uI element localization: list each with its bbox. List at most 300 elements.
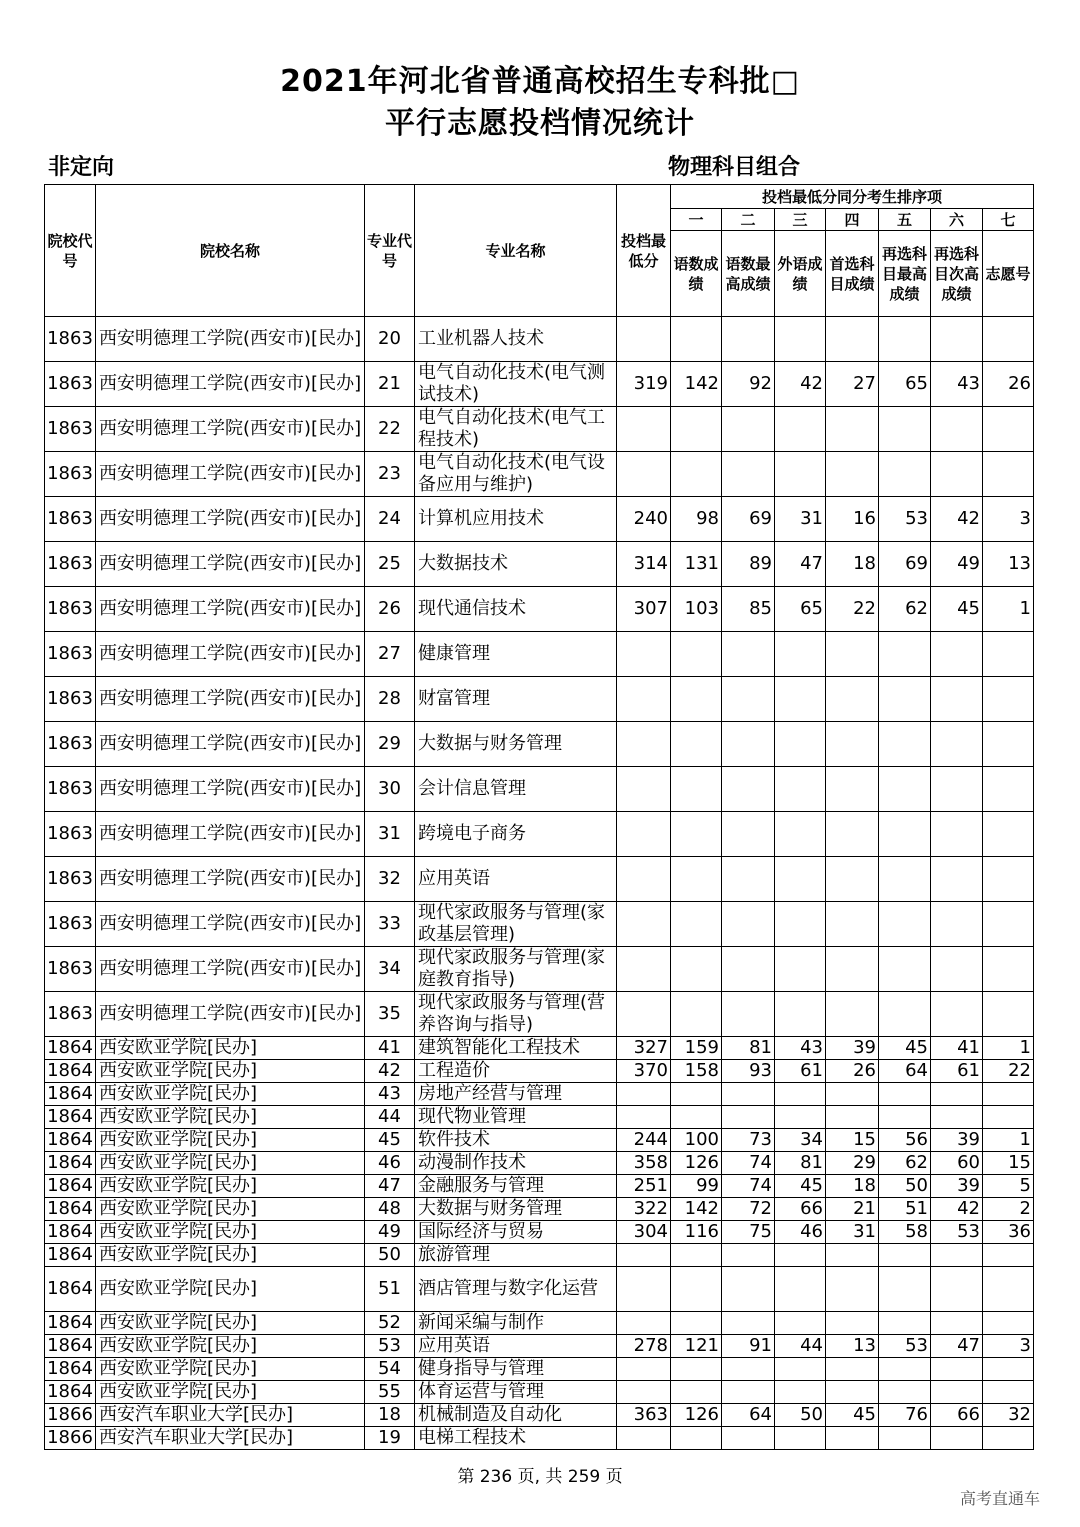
tie-value-cell: 43: [931, 362, 983, 407]
tie-value-cell: [931, 722, 983, 767]
school-code-cell: 1863: [45, 317, 96, 362]
table-row: [45, 1198, 1034, 1221]
tie-value-cell: [826, 407, 879, 452]
tie-value-cell: [722, 947, 775, 992]
school-name-cell: 西安欧亚学院[民办]: [96, 1152, 365, 1175]
tie-value-cell: 62: [879, 587, 931, 632]
tie-value-cell: [983, 767, 1034, 812]
table-row: [45, 497, 1034, 542]
min-score-cell: 327: [617, 1037, 671, 1060]
tie-value-cell: [879, 902, 931, 947]
table-row: [45, 947, 1034, 992]
table-row: [45, 1083, 1034, 1106]
tie-value-cell: [931, 767, 983, 812]
tie-value-cell: 47: [775, 542, 826, 587]
tie-value-cell: 1: [983, 1129, 1034, 1152]
major-name-cell: 房地产经营与管理: [415, 1083, 617, 1106]
major-code-cell: 46: [365, 1152, 415, 1175]
tie-value-cell: [722, 1244, 775, 1267]
major-code-cell: 55: [365, 1381, 415, 1404]
tie-value-cell: [879, 812, 931, 857]
min-score-cell: [617, 1427, 671, 1450]
tie-value-cell: 93: [722, 1060, 775, 1083]
header-col-4: 首选科目成绩: [826, 231, 879, 317]
school-code-cell: 1863: [45, 722, 96, 767]
header-order-2: 二: [722, 209, 775, 231]
table-row: [45, 722, 1034, 767]
tie-value-cell: [983, 1358, 1034, 1381]
school-code-cell: 1864: [45, 1037, 96, 1060]
school-name-cell: 西安欧亚学院[民办]: [96, 1083, 365, 1106]
tie-value-cell: [879, 1381, 931, 1404]
tie-value-cell: [775, 317, 826, 362]
major-code-cell: 33: [365, 902, 415, 947]
major-name-cell: 机械制造及自动化: [415, 1404, 617, 1427]
major-name-cell: 大数据与财务管理: [415, 722, 617, 767]
header-order-5: 五: [879, 209, 931, 231]
tie-value-cell: [879, 1358, 931, 1381]
tie-value-cell: [722, 902, 775, 947]
table-row: [45, 1129, 1034, 1152]
major-name-cell: 跨境电子商务: [415, 812, 617, 857]
tie-value-cell: [826, 1427, 879, 1450]
school-name-cell: 西安欧亚学院[民办]: [96, 1175, 365, 1198]
tie-value-cell: 31: [826, 1221, 879, 1244]
tie-value-cell: [826, 1267, 879, 1312]
min-score-cell: 358: [617, 1152, 671, 1175]
tie-value-cell: 44: [775, 1335, 826, 1358]
tie-value-cell: [826, 677, 879, 722]
major-code-cell: 51: [365, 1267, 415, 1312]
tie-value-cell: 32: [983, 1404, 1034, 1427]
tie-value-cell: [671, 767, 722, 812]
tie-value-cell: [775, 1427, 826, 1450]
tie-value-cell: 1: [983, 1037, 1034, 1060]
major-name-cell: 电气自动化技术(电气测试技术): [415, 362, 617, 407]
tie-value-cell: 73: [722, 1129, 775, 1152]
tie-value-cell: [722, 1106, 775, 1129]
tie-value-cell: 81: [722, 1037, 775, 1060]
header-col-6: 再选科目次高成绩: [931, 231, 983, 317]
tie-value-cell: [671, 1106, 722, 1129]
school-code-cell: 1863: [45, 677, 96, 722]
major-name-cell: 健康管理: [415, 632, 617, 677]
tie-value-cell: [879, 632, 931, 677]
min-score-cell: [617, 767, 671, 812]
tie-value-cell: [983, 1244, 1034, 1267]
tie-value-cell: [722, 1083, 775, 1106]
school-name-cell: 西安欧亚学院[民办]: [96, 1244, 365, 1267]
min-score-cell: [617, 992, 671, 1037]
tie-value-cell: [671, 1267, 722, 1312]
tie-value-cell: [879, 1083, 931, 1106]
tie-value-cell: [879, 767, 931, 812]
tie-value-cell: [826, 1358, 879, 1381]
major-code-cell: 20: [365, 317, 415, 362]
tie-value-cell: [722, 992, 775, 1037]
tie-value-cell: [671, 1358, 722, 1381]
tie-value-cell: [983, 407, 1034, 452]
tie-value-cell: 51: [879, 1198, 931, 1221]
tie-value-cell: [722, 722, 775, 767]
min-score-cell: 278: [617, 1335, 671, 1358]
major-name-cell: 体育运营与管理: [415, 1381, 617, 1404]
school-name-cell: 西安欧亚学院[民办]: [96, 1106, 365, 1129]
major-name-cell: 金融服务与管理: [415, 1175, 617, 1198]
tie-value-cell: [722, 677, 775, 722]
major-code-cell: 22: [365, 407, 415, 452]
tie-value-cell: 18: [826, 542, 879, 587]
tie-value-cell: [722, 317, 775, 362]
school-code-cell: 1866: [45, 1404, 96, 1427]
min-score-cell: [617, 452, 671, 497]
table-row: [45, 1404, 1034, 1427]
table-row: [45, 1335, 1034, 1358]
tie-value-cell: 45: [826, 1404, 879, 1427]
major-name-cell: 软件技术: [415, 1129, 617, 1152]
tie-value-cell: [775, 632, 826, 677]
school-code-cell: 1864: [45, 1267, 96, 1312]
tie-value-cell: [983, 1427, 1034, 1450]
major-code-cell: 41: [365, 1037, 415, 1060]
tie-value-cell: 76: [879, 1404, 931, 1427]
major-code-cell: 27: [365, 632, 415, 677]
tie-value-cell: 142: [671, 1198, 722, 1221]
school-name-cell: 西安明德理工学院(西安市)[民办]: [96, 632, 365, 677]
tie-value-cell: 15: [826, 1129, 879, 1152]
header-major-code: 专业代号: [365, 185, 415, 317]
major-name-cell: 动漫制作技术: [415, 1152, 617, 1175]
table-row: [45, 632, 1034, 677]
school-code-cell: 1864: [45, 1221, 96, 1244]
min-score-cell: [617, 947, 671, 992]
tie-value-cell: 92: [722, 362, 775, 407]
table-row: [45, 1427, 1034, 1450]
tie-value-cell: 2: [983, 1198, 1034, 1221]
min-score-cell: 319: [617, 362, 671, 407]
tie-value-cell: [983, 992, 1034, 1037]
tie-value-cell: [931, 1312, 983, 1335]
page-title-line1: 2021年河北省普通高校招生专科批□: [280, 64, 800, 99]
major-name-cell: 新闻采编与制作: [415, 1312, 617, 1335]
tie-value-cell: [826, 1312, 879, 1335]
page-footer: 第 236 页, 共 259 页: [457, 1467, 623, 1487]
tie-value-cell: 65: [879, 362, 931, 407]
min-score-cell: [617, 1358, 671, 1381]
tie-value-cell: [931, 632, 983, 677]
tie-value-cell: 13: [983, 542, 1034, 587]
school-name-cell: 西安明德理工学院(西安市)[民办]: [96, 497, 365, 542]
header-order-4: 四: [826, 209, 879, 231]
school-code-cell: 1863: [45, 767, 96, 812]
tie-value-cell: 46: [775, 1221, 826, 1244]
tie-value-cell: [983, 1083, 1034, 1106]
tie-value-cell: [722, 1312, 775, 1335]
tie-value-cell: 116: [671, 1221, 722, 1244]
school-name-cell: 西安欧亚学院[民办]: [96, 1267, 365, 1312]
tie-value-cell: [775, 947, 826, 992]
tie-value-cell: [826, 722, 879, 767]
school-code-cell: 1866: [45, 1427, 96, 1450]
major-code-cell: 34: [365, 947, 415, 992]
min-score-cell: [617, 812, 671, 857]
tie-value-cell: 99: [671, 1175, 722, 1198]
table-row: [45, 902, 1034, 947]
school-name-cell: 西安明德理工学院(西安市)[民办]: [96, 902, 365, 947]
tie-value-cell: [931, 407, 983, 452]
tie-value-cell: 158: [671, 1060, 722, 1083]
tie-value-cell: 103: [671, 587, 722, 632]
header-order-1: 一: [671, 209, 722, 231]
major-name-cell: 现代家政服务与管理(家庭教育指导): [415, 947, 617, 992]
tie-value-cell: [775, 902, 826, 947]
tie-value-cell: [879, 452, 931, 497]
school-name-cell: 西安明德理工学院(西安市)[民办]: [96, 722, 365, 767]
tie-value-cell: [775, 722, 826, 767]
major-code-cell: 48: [365, 1198, 415, 1221]
tie-value-cell: [671, 632, 722, 677]
major-name-cell: 现代物业管理: [415, 1106, 617, 1129]
school-name-cell: 西安欧亚学院[民办]: [96, 1129, 365, 1152]
tie-value-cell: 61: [931, 1060, 983, 1083]
tie-value-cell: 89: [722, 542, 775, 587]
tie-value-cell: 42: [931, 497, 983, 542]
school-name-cell: 西安欧亚学院[民办]: [96, 1381, 365, 1404]
tie-value-cell: 45: [879, 1037, 931, 1060]
tie-value-cell: [775, 407, 826, 452]
min-score-cell: [617, 857, 671, 902]
tie-value-cell: [879, 1106, 931, 1129]
major-code-cell: 30: [365, 767, 415, 812]
tie-value-cell: 91: [722, 1335, 775, 1358]
major-name-cell: 电气自动化技术(电气工程技术): [415, 407, 617, 452]
min-score-cell: [617, 1106, 671, 1129]
tie-value-cell: [879, 722, 931, 767]
school-name-cell: 西安明德理工学院(西安市)[民办]: [96, 362, 365, 407]
school-code-cell: 1864: [45, 1152, 96, 1175]
min-score-cell: [617, 1083, 671, 1106]
tie-value-cell: [671, 677, 722, 722]
tie-value-cell: [879, 677, 931, 722]
tie-value-cell: 16: [826, 497, 879, 542]
tie-value-cell: [879, 1267, 931, 1312]
tie-value-cell: [775, 1083, 826, 1106]
tie-value-cell: 62: [879, 1152, 931, 1175]
school-code-cell: 1863: [45, 992, 96, 1037]
school-code-cell: 1864: [45, 1129, 96, 1152]
table-row: [45, 1381, 1034, 1404]
school-name-cell: 西安欧亚学院[民办]: [96, 1335, 365, 1358]
tie-value-cell: [775, 1267, 826, 1312]
tie-value-cell: [671, 1427, 722, 1450]
major-code-cell: 53: [365, 1335, 415, 1358]
tie-value-cell: [775, 1106, 826, 1129]
major-name-cell: 现代家政服务与管理(营养咨询与指导): [415, 992, 617, 1037]
major-code-cell: 43: [365, 1083, 415, 1106]
table-row: [45, 812, 1034, 857]
major-name-cell: 应用英语: [415, 857, 617, 902]
tie-value-cell: 159: [671, 1037, 722, 1060]
tie-value-cell: [931, 1427, 983, 1450]
tie-value-cell: [826, 992, 879, 1037]
school-code-cell: 1863: [45, 362, 96, 407]
tie-value-cell: [826, 812, 879, 857]
tie-value-cell: [931, 1106, 983, 1129]
major-code-cell: 49: [365, 1221, 415, 1244]
school-name-cell: 西安欧亚学院[民办]: [96, 1037, 365, 1060]
tie-value-cell: [983, 317, 1034, 362]
tie-value-cell: 41: [931, 1037, 983, 1060]
tie-value-cell: [722, 1358, 775, 1381]
tie-value-cell: 74: [722, 1175, 775, 1198]
tie-value-cell: [775, 857, 826, 902]
min-score-cell: 240: [617, 497, 671, 542]
tie-value-cell: 74: [722, 1152, 775, 1175]
major-code-cell: 21: [365, 362, 415, 407]
tie-value-cell: 85: [722, 587, 775, 632]
school-name-cell: 西安明德理工学院(西安市)[民办]: [96, 587, 365, 632]
school-code-cell: 1863: [45, 542, 96, 587]
tie-value-cell: [931, 1358, 983, 1381]
major-name-cell: 工业机器人技术: [415, 317, 617, 362]
major-code-cell: 44: [365, 1106, 415, 1129]
major-code-cell: 45: [365, 1129, 415, 1152]
school-name-cell: 西安欧亚学院[民办]: [96, 1060, 365, 1083]
tie-value-cell: 22: [983, 1060, 1034, 1083]
tie-value-cell: 49: [931, 542, 983, 587]
tie-value-cell: [931, 947, 983, 992]
tie-value-cell: 58: [879, 1221, 931, 1244]
watermark: 高考直通车: [960, 1489, 1041, 1508]
tie-value-cell: [775, 812, 826, 857]
tie-value-cell: [775, 1381, 826, 1404]
tie-value-cell: 81: [775, 1152, 826, 1175]
tie-value-cell: 69: [879, 542, 931, 587]
tie-value-cell: [931, 812, 983, 857]
tie-value-cell: 5: [983, 1175, 1034, 1198]
school-code-cell: 1864: [45, 1381, 96, 1404]
tie-value-cell: [671, 902, 722, 947]
school-code-cell: 1864: [45, 1083, 96, 1106]
major-name-cell: 健身指导与管理: [415, 1358, 617, 1381]
tie-value-cell: [983, 1312, 1034, 1335]
tie-value-cell: [826, 1381, 879, 1404]
major-name-cell: 电气自动化技术(电气设备应用与维护): [415, 452, 617, 497]
tie-value-cell: 42: [775, 362, 826, 407]
tie-value-cell: [722, 767, 775, 812]
tie-value-cell: [671, 1244, 722, 1267]
table-row: [45, 1267, 1034, 1312]
header-col-7: 志愿号: [983, 231, 1034, 317]
school-code-cell: 1863: [45, 497, 96, 542]
major-code-cell: 25: [365, 542, 415, 587]
table-row: [45, 677, 1034, 722]
table-row: [45, 317, 1034, 362]
table-row: [45, 1221, 1034, 1244]
school-code-cell: 1863: [45, 587, 96, 632]
table-row: [45, 1060, 1034, 1083]
major-code-cell: 31: [365, 812, 415, 857]
tie-value-cell: 18: [826, 1175, 879, 1198]
tie-value-cell: [671, 947, 722, 992]
major-name-cell: 大数据与财务管理: [415, 1198, 617, 1221]
school-name-cell: 西安明德理工学院(西安市)[民办]: [96, 407, 365, 452]
tie-value-cell: [722, 452, 775, 497]
min-score-cell: 370: [617, 1060, 671, 1083]
tie-value-cell: [722, 1267, 775, 1312]
min-score-cell: [617, 317, 671, 362]
tie-value-cell: 29: [826, 1152, 879, 1175]
header-tie-group: 投档最低分同分考生排序项: [671, 185, 1034, 209]
tie-value-cell: [826, 1106, 879, 1129]
tie-value-cell: [931, 317, 983, 362]
tie-value-cell: [983, 677, 1034, 722]
tie-value-cell: [931, 902, 983, 947]
min-score-cell: [617, 1381, 671, 1404]
table-row: [45, 857, 1034, 902]
tie-value-cell: 27: [826, 362, 879, 407]
school-code-cell: 1864: [45, 1198, 96, 1221]
major-name-cell: 酒店管理与数字化运营: [415, 1267, 617, 1312]
tie-value-cell: 126: [671, 1404, 722, 1427]
school-code-cell: 1863: [45, 407, 96, 452]
tie-value-cell: 34: [775, 1129, 826, 1152]
tie-value-cell: [931, 1267, 983, 1312]
tie-value-cell: 126: [671, 1152, 722, 1175]
table-row: [45, 542, 1034, 587]
tie-value-cell: [931, 992, 983, 1037]
major-code-cell: 47: [365, 1175, 415, 1198]
major-name-cell: 应用英语: [415, 1335, 617, 1358]
school-name-cell: 西安明德理工学院(西安市)[民办]: [96, 677, 365, 722]
school-name-cell: 西安明德理工学院(西安市)[民办]: [96, 857, 365, 902]
header-school-code: 院校代号: [45, 185, 96, 317]
tie-value-cell: [826, 1244, 879, 1267]
tie-value-cell: [826, 1083, 879, 1106]
tie-value-cell: 43: [775, 1037, 826, 1060]
min-score-cell: [617, 1312, 671, 1335]
tie-value-cell: 47: [931, 1335, 983, 1358]
tie-value-cell: [983, 1381, 1034, 1404]
header-order-6: 六: [931, 209, 983, 231]
tie-value-cell: [722, 1381, 775, 1404]
tie-value-cell: [931, 1244, 983, 1267]
tie-value-cell: [826, 902, 879, 947]
category-label: 非定向: [48, 155, 115, 180]
min-score-cell: [617, 677, 671, 722]
school-name-cell: 西安欧亚学院[民办]: [96, 1198, 365, 1221]
major-name-cell: 旅游管理: [415, 1244, 617, 1267]
tie-value-cell: [879, 992, 931, 1037]
major-code-cell: 35: [365, 992, 415, 1037]
tie-value-cell: [879, 947, 931, 992]
tie-value-cell: 66: [775, 1198, 826, 1221]
tie-value-cell: [879, 407, 931, 452]
table-row: [45, 1312, 1034, 1335]
tie-value-cell: 56: [879, 1129, 931, 1152]
tie-value-cell: 72: [722, 1198, 775, 1221]
school-name-cell: 西安汽车职业大学[民办]: [96, 1404, 365, 1427]
tie-value-cell: [983, 1106, 1034, 1129]
tie-value-cell: [826, 632, 879, 677]
table-row: [45, 1358, 1034, 1381]
tie-value-cell: [671, 812, 722, 857]
tie-value-cell: [671, 407, 722, 452]
major-code-cell: 19: [365, 1427, 415, 1450]
tie-value-cell: [722, 857, 775, 902]
major-code-cell: 54: [365, 1358, 415, 1381]
school-name-cell: 西安明德理工学院(西安市)[民办]: [96, 542, 365, 587]
